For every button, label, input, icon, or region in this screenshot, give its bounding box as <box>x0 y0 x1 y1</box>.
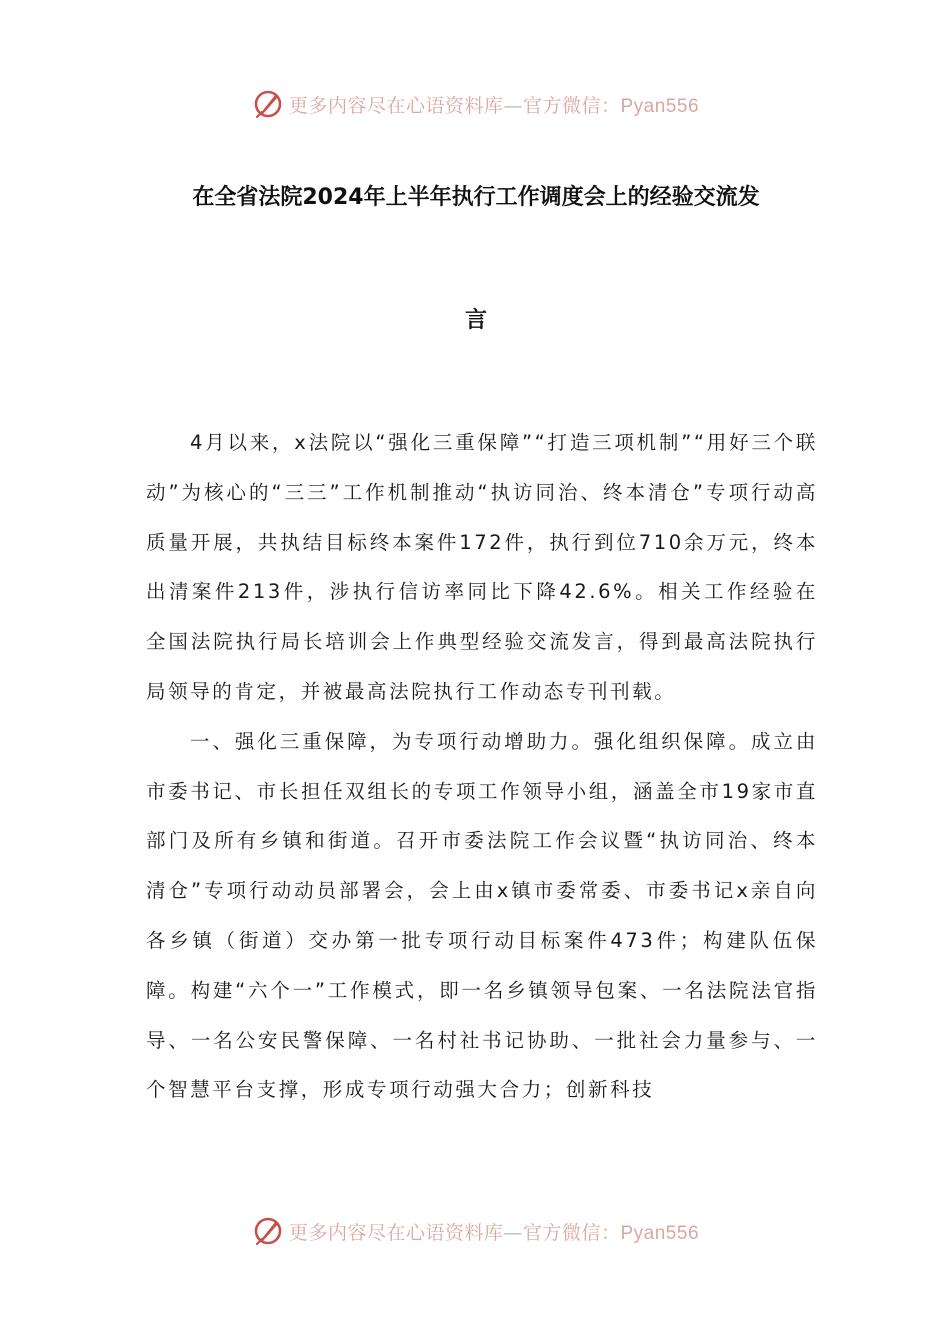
quill-logo-icon <box>251 1214 285 1248</box>
watermark-footer <box>0 1211 950 1251</box>
watermark-library-text: 更多内容尽在心语资料库 <box>288 1221 504 1244</box>
watermark-separator: — <box>503 94 523 117</box>
watermark-text <box>289 91 699 118</box>
watermark-header <box>0 84 950 124</box>
watermark-separator: — <box>503 1221 523 1244</box>
watermark-wechat-label: 官方微信： <box>522 94 621 117</box>
watermark-wechat-id: Pyan556 <box>620 95 700 117</box>
watermark-wechat-label: 官方微信： <box>522 1221 621 1244</box>
quill-logo-icon <box>251 87 285 121</box>
document-title-line-2: 言 <box>464 308 487 333</box>
paragraph-intro: 4月以来，x法院以“强化三重保障”“打造三项机制”“用好三个联动”为核心的“三三”工作机制推动“执访同治、终本清仓”专项行动高质量开展，共执结目标终本案件172件，执行到位710余万元，终本出清案件213件，涉执行信访率同比下降42.6%。相关工作经验在全国法院执行局长培训会上作典型经验交流发言，得到最高法院执行局领导的肯定，并被最高法院执行工作动态专刊刊载。 <box>146 431 818 703</box>
watermark-wechat-id: Pyan556 <box>620 1222 700 1244</box>
document-title-line-1: 在全省法院2024年上半年执行工作调度会上的经验交流发 <box>192 185 760 210</box>
paragraph-section-one: 一、强化三重保障，为专项行动增助力。强化组织保障。成立由市委书记、市长担任双组长的专项工作领导小组，涵盖全市19家市直部门及所有乡镇和街道。召开市委法院工作会议暨“执访同治、终本清仓”专项行动动员部署会，会上由x镇市委常委、市委书记x亲自向各乡镇（街道）交办第一批专项行动目标案件473件；构建队伍保障。构建“六个一”工作模式，即一名乡镇领导包案、一名法院法官指导、一名公安民警保障、一名村社书记协助、一批社会力量参与、一个智慧平台支撑，形成专项行动强大合力；创新科技 <box>146 729 818 1102</box>
watermark-text <box>289 1218 699 1245</box>
document-body <box>146 418 818 1115</box>
watermark-library-text: 更多内容尽在心语资料库 <box>288 94 504 117</box>
